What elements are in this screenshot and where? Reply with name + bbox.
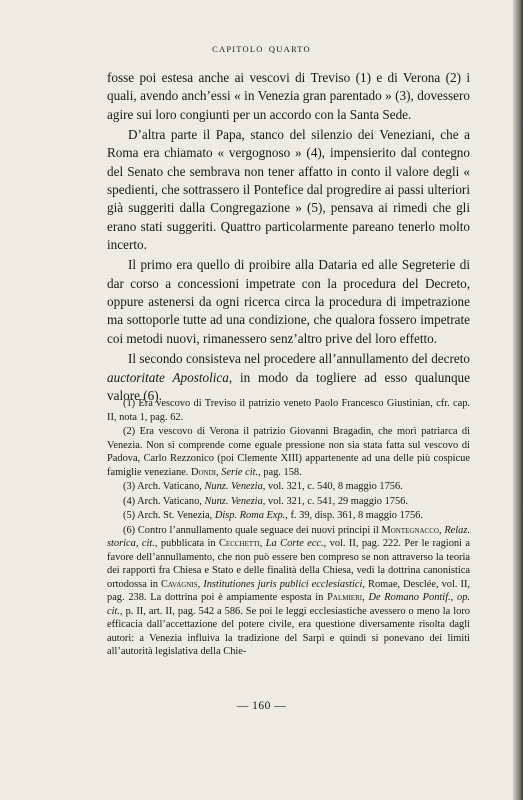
footnote-6 xyxy=(107,524,470,659)
footnote-4-pre: (4) Arch. Vaticano, xyxy=(123,495,205,507)
footnote-6-t6: , xyxy=(197,578,204,590)
footnote-2-sep: , xyxy=(215,466,222,478)
footnote-6-author-palmieri: Palmieri xyxy=(327,592,363,603)
footnote-2-tail: , pag. 158. xyxy=(258,466,302,478)
footnote-6-t5: , vol. II, pag. 222. Per le ragioni a favore dell’annullamento, che non può essere ben compreso se non attraverso la teoria dei rapporti fra Chiesa e Stato e delle finalità della Chiesa, vedi la dottrina canonistica ortodossa in xyxy=(107,538,470,590)
footnote-6-work-relaz: Relaz. storica, cit. xyxy=(107,524,470,549)
footnote-4 xyxy=(107,495,470,509)
footnote-6-work-corte: La Corte ecc. xyxy=(265,538,324,549)
footnote-1: (1) Era vescovo di Treviso il patrizio veneto Paolo Francesco Giustinian, cfr. cap. II, nota 1, pag. 62. xyxy=(107,398,470,423)
paragraph-2: D’altra parte il Papa, stanco del silenzio dei Veneziani, che a Roma era chiamato « vergognoso » (4), impensierito dal contegno del Senato che sembrava non tener affatto in conto il valore degli « spedienti, che sottrassero il Pontefice dal progredire ai passi ulteriori già suggeriti dalla Congregazione » (5), pensava ai rimedi che gli erano stati suggeriti. Quattro particolarmente pareano tenerlo molto incerto. xyxy=(107,127,470,253)
footnote-2-text: (2) Era vescovo di Verona il patrizio Giovanni Bragadin, che morì patriarca di Venezia. Non si comprende come eguale pressione non sia stata fatta sul vescovo di Padova, Carlo Rezzonico (poi Clemente XIII) appartenente ad una delle più cospicue famiglie veneziane. xyxy=(107,426,470,478)
footnote-2-author: Dondi xyxy=(190,466,216,478)
footnote-6-author-montegnacco: Montegnacco xyxy=(381,524,439,536)
running-head: CAPITOLO QUARTO xyxy=(212,44,311,54)
paragraph-4-italic: auctoritate Apostolica xyxy=(107,369,229,385)
paragraph-4-end: , in modo da togliere ad esso qualunque valore (6). xyxy=(107,369,470,403)
footnote-3-italic: Nunz. Venezia xyxy=(204,481,263,492)
footnotes xyxy=(107,397,470,659)
footnote-5-italic: Disp. Roma Exp. xyxy=(214,510,286,521)
footnote-6-t4: , xyxy=(259,538,266,549)
footnote-2 xyxy=(107,425,470,479)
footnote-6-author-cecchetti: Cecchetti xyxy=(219,538,260,549)
footnote-3-pre: (3) Arch. Vaticano, xyxy=(123,481,205,492)
paragraph-4-start: Il secondo consisteva nel procedere all’annullamento del decreto xyxy=(128,351,470,367)
footnote-5-post: , f. 39, disp. 361, 8 maggio 1756. xyxy=(285,510,423,521)
binding-shadow xyxy=(513,0,523,800)
footnote-6-t3: , pubblicata in xyxy=(154,538,219,549)
page-number: — 160 — xyxy=(236,700,287,712)
footnote-5-pre: (5) Arch. St. Venezia, xyxy=(123,510,215,521)
footnote-5 xyxy=(107,509,470,523)
footnote-6-t8: , xyxy=(362,592,369,603)
footnote-6-work-institutiones: Institutiones juris publici ecclesiastici xyxy=(203,578,363,590)
footnote-6-t9: , p. II, art. II, pag. 542 a 586. Se poi le leggi ecclesiastiche avessero o meno la loro efficacia dall’accettazione del potere civile, era questione diversamente risolta dagli autori: a Venezia influiva la tradizione del Sarpi e quindi si ponevano dei limiti all’autorità legislativa della Chie- xyxy=(107,605,470,657)
footnote-6-t1: (6) Contro l’annullamento quale seguace dei nuovi principi il xyxy=(123,524,382,536)
main-text xyxy=(107,69,470,405)
footnote-6-work-pontif: De Romano Pontif., op. cit. xyxy=(107,592,471,617)
footnote-4-post: , vol. 321, c. 541, 29 maggio 1756. xyxy=(262,495,408,507)
paragraph-3: Il primo era quello di proibire alla Dataria ed alle Segreterie di dar corso a concessioni impetrate con la procedura del Decreto, oppure astenersi da ogni ricerca circa la procedura di impetrazione ma sottoporle tutte ad una condizione, che qualora fossero impetrate coi metodi nuovi, rimanessero senz’altro prive del loro effetto. xyxy=(107,257,470,346)
footnote-3 xyxy=(107,480,470,494)
footnote-6-t7: , Romae, Desclée, vol. II, pag. 238. La dottrina poi è ampiamente esposta in xyxy=(107,578,470,603)
footnote-6-author-cavagnis: Cavagnis xyxy=(160,578,198,590)
footnote-3-post: , vol. 321, c. 540, 8 maggio 1756. xyxy=(262,481,403,492)
paragraph-1: fosse poi estesa anche ai vescovi di Treviso (1) e di Verona (2) i quali, avendo anch’essi « in Venezia gran parentado » (3), dovessero agire sui loro congiunti per un accordo con la Santa Sede. xyxy=(107,70,470,122)
footnote-4-italic: Nunz. Venezia xyxy=(204,495,263,507)
footnote-2-work: Serie cit. xyxy=(221,466,259,478)
footnote-6-t2: , xyxy=(438,524,445,536)
